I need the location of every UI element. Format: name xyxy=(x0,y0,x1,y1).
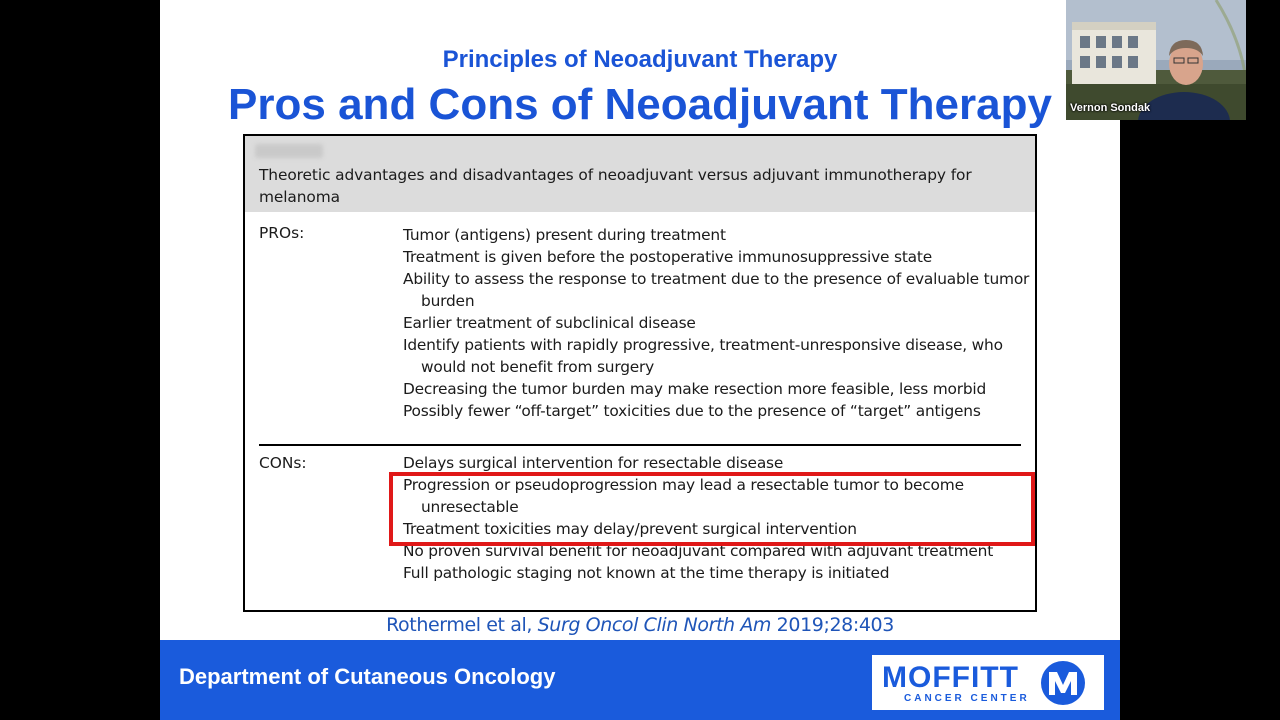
cons-item: Full pathologic staging not known at the time therapy is initiated xyxy=(403,564,890,582)
citation-ref: 2019;28:403 xyxy=(771,614,894,636)
pros-list xyxy=(403,224,1033,422)
slide-footer xyxy=(160,640,1120,720)
pros-item: Identify patients with rapidly progressive, treatment-unresponsive disease, who would not benefit from surgery xyxy=(403,336,1003,376)
citation-authors: Rothermel et al, xyxy=(386,614,538,636)
logo-subtitle: CANCER CENTER xyxy=(904,693,1030,704)
pros-item: Possibly fewer “off-target” toxicities due to the presence of “target” antigens xyxy=(403,402,981,420)
logo-wordmark: MOFFITT xyxy=(882,661,1019,694)
pros-item: Treatment is given before the postoperative immunosuppressive state xyxy=(403,248,932,266)
pros-item: Ability to assess the response to treatment due to the presence of evaluable tumor burden xyxy=(403,270,1030,310)
slide-title: Pros and Cons of Neoadjuvant Therapy xyxy=(228,80,1052,129)
speaker-name-label: Vernon Sondak xyxy=(1070,102,1151,114)
table-divider xyxy=(259,444,1021,446)
blurred-table-label xyxy=(255,144,323,158)
slide-subtitle: Principles of Neoadjuvant Therapy xyxy=(442,46,838,73)
pros-item: Tumor (antigens) present during treatment xyxy=(403,226,726,244)
table-header xyxy=(245,136,1035,212)
pros-label: PROs: xyxy=(259,224,305,242)
citation xyxy=(160,614,1120,636)
cons-item: Treatment toxicities may delay/prevent surgical intervention xyxy=(403,520,857,538)
cons-item: Progression or pseudoprogression may lead a resectable tumor to become unresectable xyxy=(403,476,964,516)
cons-label: CONs: xyxy=(259,454,307,472)
presentation-slide xyxy=(160,0,1120,720)
department-name: Department of Cutaneous Oncology xyxy=(179,664,556,689)
cons-item: No proven survival benefit for neoadjuvant compared with adjuvant treatment xyxy=(403,542,994,560)
red-highlight-box xyxy=(389,472,1035,546)
cons-item: Delays surgical intervention for resectable disease xyxy=(403,454,784,472)
moffitt-logo xyxy=(872,655,1104,710)
moffitt-m-icon xyxy=(1038,659,1088,707)
speaker-video-thumbnail[interactable] xyxy=(1066,0,1246,120)
table-caption: Theoretic advantages and disadvantages of neoadjuvant versus adjuvant immunotherapy for melanoma xyxy=(259,166,972,206)
pros-item: Earlier treatment of subclinical disease xyxy=(403,314,696,332)
citation-journal: Surg Oncol Clin North Am xyxy=(537,614,772,636)
pros-item: Decreasing the tumor burden may make resection more feasible, less morbid xyxy=(403,380,987,398)
